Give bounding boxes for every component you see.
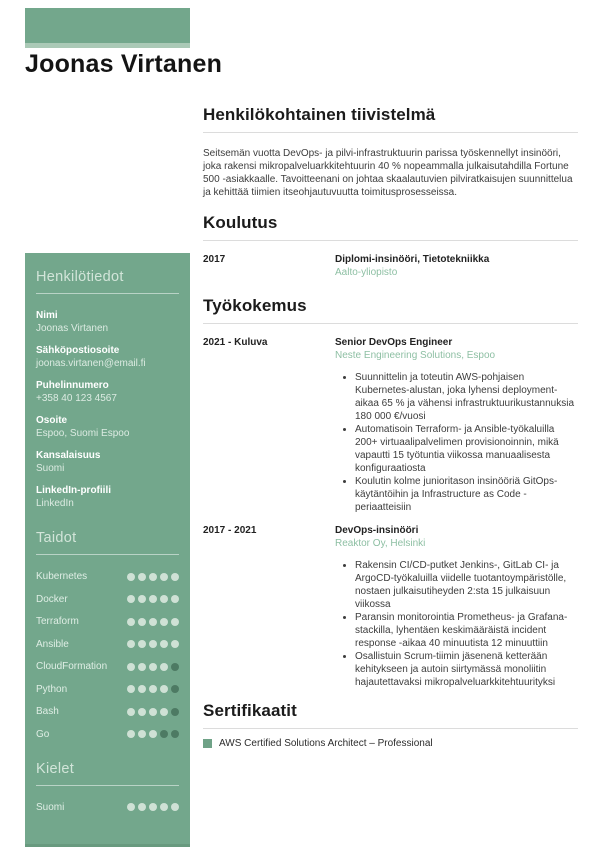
skill-name: Terraform	[36, 616, 79, 627]
rating-dot-icon	[171, 573, 179, 581]
skill-rating-dots	[127, 708, 179, 716]
sidebar-section-skills	[36, 530, 179, 741]
language-row	[36, 801, 179, 814]
experience-heading: Työkokemus	[203, 296, 578, 324]
bullet-item: • Suunnittelin ja toteutin AWS-pohjaisen Kubernetes-alustan, joka lyhensi deployment-aikaa 65 % ja vähensi infrastruktuurikustannuksia 180 000 €/vuosi	[355, 371, 578, 423]
rating-dot-icon	[138, 685, 146, 693]
entry-degree: Diplomi-insinööri, Tietotekniikka	[335, 254, 490, 265]
entry-body	[335, 253, 578, 280]
rating-dot-icon	[127, 663, 135, 671]
header-accent-strip	[25, 43, 190, 48]
summary-text: Seitsemän vuotta DevOps- ja pilvi-infrastruktuurin parissa työskennellyt insinööri, joka rakensi mikropalveluarkkitehtuurin 40 % nopeammalla julkaisutahdilla Fortune 500 -asiakkaalle. Tavoitteenani on johtaa skaalautuvien pilviratkaisujen suunnittelua ja kehittää tiimien itseohjautuvuutta toimitusprosesseissa.	[203, 148, 573, 198]
field-value: Suomi	[36, 463, 65, 474]
sidebar-field	[36, 449, 179, 475]
skill-rating-dots	[127, 595, 179, 603]
field-label: Puhelinnumero	[36, 380, 109, 391]
education-heading: Koulutus	[203, 213, 578, 241]
rating-dot-icon	[138, 803, 146, 811]
sidebar-field	[36, 484, 179, 510]
rating-dot-icon	[138, 663, 146, 671]
rating-dot-icon	[171, 685, 179, 693]
rating-dot-icon	[138, 595, 146, 603]
achievement-list	[335, 559, 578, 689]
rating-dot-icon	[171, 618, 179, 626]
field-label: LinkedIn-profiili	[36, 485, 111, 496]
rating-dot-icon	[127, 618, 135, 626]
entry-role: DevOps-insinööri	[335, 525, 419, 536]
rating-dot-icon	[149, 595, 157, 603]
field-value: LinkedIn	[36, 498, 74, 509]
rating-dot-icon	[149, 708, 157, 716]
rating-dot-icon	[160, 595, 168, 603]
skill-name: Go	[36, 728, 50, 740]
rating-dot-icon	[171, 595, 179, 603]
entry-period: 2017 - 2021	[203, 525, 257, 536]
experience-entry	[203, 336, 578, 514]
rating-dot-icon	[138, 708, 146, 716]
rating-dot-icon	[160, 685, 168, 693]
skill-row	[36, 570, 179, 583]
entry-company: Reaktor Oy, Helsinki	[335, 538, 426, 549]
rating-dot-icon	[160, 803, 168, 811]
bullet-item: • Automatisoin Terraform- ja Ansible-työkaluilla 200+ virtuaalipalvelimen provisionoinnin, mikä vapautti 15 työtuntia viikossa manuaalisesta konfiguraatiosta	[355, 423, 578, 475]
rating-dot-icon	[149, 730, 157, 738]
rating-dot-icon	[149, 685, 157, 693]
section-education	[203, 213, 578, 280]
skills-title: Taidot	[36, 530, 179, 555]
sidebar-footer-strip	[25, 844, 190, 847]
entry-company: Neste Engineering Solutions, Espoo	[335, 350, 496, 361]
certifications-heading: Sertifikaatit	[203, 701, 578, 729]
rating-dot-icon	[171, 803, 179, 811]
sidebar-section-personal	[36, 269, 179, 510]
bullet-item: • Rakensin CI/CD-putket Jenkins-, GitLab CI- ja ArgoCD-työkaluilla viidelle tuotantoympäristölle, nostaen julkaisutiheyden 2:sta 15 julkaisuun viikossa	[355, 559, 578, 611]
sidebar-field	[36, 309, 179, 335]
certification-item	[203, 737, 578, 750]
rating-dot-icon	[149, 640, 157, 648]
entry-period: 2021 - Kuluva	[203, 337, 268, 348]
rating-dot-icon	[160, 640, 168, 648]
certificate-label: AWS Certified Solutions Architect – Professional	[219, 738, 433, 749]
rating-dot-icon	[171, 730, 179, 738]
rating-dot-icon	[149, 573, 157, 581]
rating-dot-icon	[138, 573, 146, 581]
skill-row	[36, 660, 179, 673]
experience-entry	[203, 524, 578, 689]
bullet-item: • Koulutin kolme junioritason insinööriä GitOps-käytäntöihin ja Infrastructure as Code -periaatteisiin	[355, 475, 578, 514]
main-column	[203, 105, 578, 750]
field-value: +358 40 123 4567	[36, 393, 117, 404]
sidebar-field	[36, 344, 179, 370]
rating-dot-icon	[160, 663, 168, 671]
bullet-item: • Osallistuin Scrum-tiimin jäsenenä ketterään kehitykseen ja autoin siirtymässä monoliitin hajautettavaksi mikropalveluarkkitehtuurityksi	[355, 650, 578, 689]
skill-row	[36, 638, 179, 651]
rating-dot-icon	[138, 618, 146, 626]
rating-dot-icon	[127, 730, 135, 738]
bullet-item: • Paransin monitorointia Prometheus- ja Grafana-stackilla, lyhentäen keskimääräistä incident response -aikaa 40 minuutista 12 minuuttiin	[355, 611, 578, 650]
rating-dot-icon	[127, 708, 135, 716]
achievement-list	[335, 371, 578, 514]
skill-rating-dots	[127, 618, 179, 626]
education-entry	[203, 253, 578, 280]
skill-rating-dots	[127, 573, 179, 581]
sidebar-section-languages	[36, 761, 179, 814]
section-summary	[203, 105, 578, 199]
rating-dot-icon	[160, 618, 168, 626]
rating-dot-icon	[127, 640, 135, 648]
section-certifications	[203, 701, 578, 750]
page-title: Joonas Virtanen	[25, 50, 223, 78]
rating-dot-icon	[149, 663, 157, 671]
skill-name: Ansible	[36, 638, 69, 650]
entry-school: Aalto-yliopisto	[335, 267, 398, 278]
skill-row	[36, 615, 179, 628]
skill-name: Kubernetes	[36, 571, 88, 582]
section-experience	[203, 296, 578, 689]
summary-heading: Henkilökohtainen tiivistelmä	[203, 105, 578, 133]
entry-body	[335, 336, 578, 514]
rating-dot-icon	[127, 685, 135, 693]
personal-info-title: Henkilötiedot	[36, 269, 179, 294]
language-rating-dots	[127, 803, 179, 811]
entry-period: 2017	[203, 254, 226, 265]
field-label: Nimi	[36, 310, 58, 321]
rating-dot-icon	[138, 730, 146, 738]
rating-dot-icon	[149, 803, 157, 811]
skill-name: CloudFormation	[36, 661, 108, 672]
skill-rating-dots	[127, 730, 179, 738]
rating-dot-icon	[160, 708, 168, 716]
skill-name: Docker	[36, 593, 68, 605]
sidebar	[25, 253, 190, 847]
entry-role: Senior DevOps Engineer	[335, 337, 453, 348]
entry-body	[335, 524, 578, 689]
rating-dot-icon	[127, 595, 135, 603]
rating-dot-icon	[127, 803, 135, 811]
sidebar-field	[36, 414, 179, 440]
rating-dot-icon	[171, 640, 179, 648]
skill-row	[36, 705, 179, 718]
sidebar-field	[36, 379, 179, 405]
skill-rating-dots	[127, 663, 179, 671]
rating-dot-icon	[160, 730, 168, 738]
field-value: Joonas Virtanen	[36, 323, 109, 334]
languages-title: Kielet	[36, 761, 179, 786]
skill-rating-dots	[127, 640, 179, 648]
header-accent-block	[25, 8, 190, 43]
skill-name: Python	[36, 683, 68, 695]
language-name: Suomi	[36, 801, 65, 813]
field-label: Kansalaisuus	[36, 450, 101, 461]
rating-dot-icon	[171, 663, 179, 671]
rating-dot-icon	[160, 573, 168, 581]
skill-row	[36, 728, 179, 741]
rating-dot-icon	[149, 618, 157, 626]
field-value: Espoo, Suomi Espoo	[36, 428, 130, 439]
field-label: Osoite	[36, 415, 68, 426]
rating-dot-icon	[138, 640, 146, 648]
skill-name: Bash	[36, 706, 59, 717]
skill-row	[36, 683, 179, 696]
skill-row	[36, 593, 179, 606]
skill-rating-dots	[127, 685, 179, 693]
certificate-bullet-icon	[203, 739, 212, 748]
rating-dot-icon	[127, 573, 135, 581]
field-label: Sähköpostiosoite	[36, 345, 120, 356]
field-value: joonas.virtanen@email.fi	[36, 358, 146, 369]
rating-dot-icon	[171, 708, 179, 716]
